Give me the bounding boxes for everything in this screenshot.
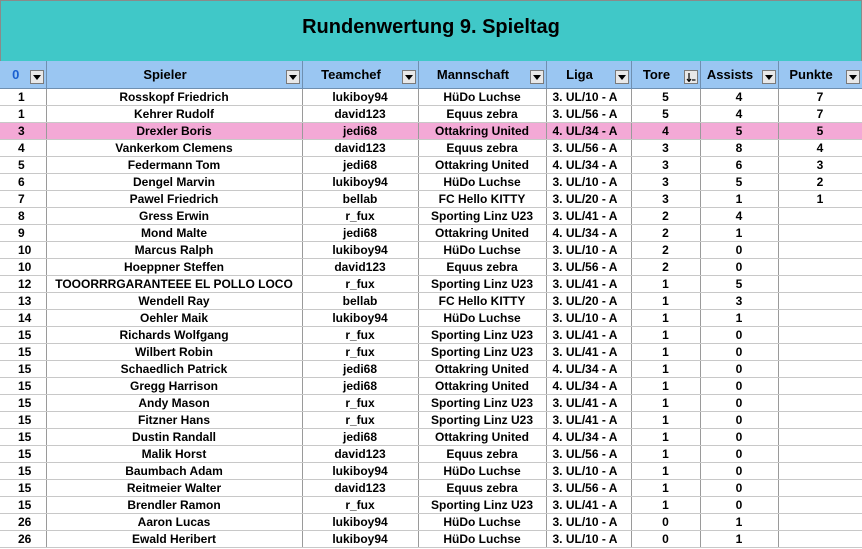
assists-cell[interactable]: 4: [700, 208, 778, 225]
goals-cell[interactable]: 1: [631, 463, 700, 480]
table-row[interactable]: [0, 446, 862, 463]
player-cell[interactable]: Ewald Heribert: [46, 531, 302, 548]
assists-cell[interactable]: 0: [700, 497, 778, 514]
rank-cell[interactable]: 26: [0, 514, 46, 531]
rank-cell[interactable]: 10: [0, 259, 46, 276]
player-cell[interactable]: Andy Mason: [46, 395, 302, 412]
points-cell[interactable]: [778, 514, 862, 531]
player-cell[interactable]: Hoeppner Steffen: [46, 259, 302, 276]
points-cell[interactable]: [778, 361, 862, 378]
points-cell[interactable]: 2: [778, 174, 862, 191]
team-cell[interactable]: Ottakring United: [418, 429, 546, 446]
rank-cell[interactable]: 15: [0, 395, 46, 412]
goals-cell[interactable]: 1: [631, 310, 700, 327]
team-cell[interactable]: Sporting Linz U23: [418, 327, 546, 344]
team-cell[interactable]: HüDo Luchse: [418, 310, 546, 327]
assists-cell[interactable]: 1: [700, 514, 778, 531]
points-cell[interactable]: 7: [778, 106, 862, 123]
league-cell[interactable]: 4. UL/34 - A: [546, 429, 631, 446]
team-cell[interactable]: Equus zebra: [418, 446, 546, 463]
rank-cell[interactable]: 15: [0, 463, 46, 480]
rank-cell[interactable]: 6: [0, 174, 46, 191]
column-header-team[interactable]: [418, 61, 546, 89]
filter-dropdown-icon[interactable]: [762, 70, 776, 84]
sort-descending-icon[interactable]: [684, 70, 698, 84]
team-cell[interactable]: Sporting Linz U23: [418, 395, 546, 412]
team-cell[interactable]: Sporting Linz U23: [418, 208, 546, 225]
league-cell[interactable]: 3. UL/10 - A: [546, 174, 631, 191]
goals-cell[interactable]: 1: [631, 293, 700, 310]
teamchef-cell[interactable]: david123: [302, 446, 418, 463]
table-row[interactable]: [0, 327, 862, 344]
teamchef-cell[interactable]: david123: [302, 140, 418, 157]
teamchef-cell[interactable]: jedi68: [302, 378, 418, 395]
team-cell[interactable]: Ottakring United: [418, 123, 546, 140]
assists-cell[interactable]: 0: [700, 446, 778, 463]
goals-cell[interactable]: 2: [631, 208, 700, 225]
team-cell[interactable]: Sporting Linz U23: [418, 497, 546, 514]
points-cell[interactable]: [778, 463, 862, 480]
teamchef-cell[interactable]: david123: [302, 259, 418, 276]
points-cell[interactable]: [778, 429, 862, 446]
table-row[interactable]: [0, 174, 862, 191]
goals-cell[interactable]: 1: [631, 412, 700, 429]
team-cell[interactable]: Equus zebra: [418, 106, 546, 123]
team-cell[interactable]: FC Hello KITTY: [418, 191, 546, 208]
table-row[interactable]: [0, 361, 862, 378]
teamchef-cell[interactable]: r_fux: [302, 497, 418, 514]
points-cell[interactable]: [778, 497, 862, 514]
player-cell[interactable]: Mond Malte: [46, 225, 302, 242]
assists-cell[interactable]: 1: [700, 531, 778, 548]
column-label: Teamchef: [321, 67, 381, 82]
league-cell[interactable]: 3. UL/10 - A: [546, 463, 631, 480]
teamchef-cell[interactable]: jedi68: [302, 157, 418, 174]
points-cell[interactable]: 1: [778, 191, 862, 208]
points-cell[interactable]: [778, 242, 862, 259]
column-header-league[interactable]: [546, 61, 631, 89]
teamchef-cell[interactable]: jedi68: [302, 123, 418, 140]
goals-cell[interactable]: 1: [631, 497, 700, 514]
team-cell[interactable]: HüDo Luchse: [418, 514, 546, 531]
player-cell[interactable]: Wilbert Robin: [46, 344, 302, 361]
league-cell[interactable]: 3. UL/10 - A: [546, 514, 631, 531]
filter-dropdown-icon[interactable]: [846, 70, 860, 84]
goals-cell[interactable]: 1: [631, 361, 700, 378]
assists-cell[interactable]: 5: [700, 174, 778, 191]
column-label: Tore: [642, 67, 671, 82]
column-header-points[interactable]: [778, 61, 862, 89]
goals-cell[interactable]: 5: [631, 106, 700, 123]
table-row[interactable]: [0, 106, 862, 123]
assists-cell[interactable]: 6: [700, 157, 778, 174]
rank-cell[interactable]: 7: [0, 191, 46, 208]
rank-cell[interactable]: 15: [0, 378, 46, 395]
points-cell[interactable]: [778, 344, 862, 361]
goals-cell[interactable]: 2: [631, 259, 700, 276]
team-cell[interactable]: FC Hello KITTY: [418, 293, 546, 310]
player-cell[interactable]: Brendler Ramon: [46, 497, 302, 514]
player-cell[interactable]: Drexler Boris: [46, 123, 302, 140]
filter-dropdown-icon[interactable]: [286, 70, 300, 84]
goals-cell[interactable]: 1: [631, 429, 700, 446]
league-cell[interactable]: 3. UL/10 - A: [546, 531, 631, 548]
teamchef-cell[interactable]: david123: [302, 480, 418, 497]
league-cell[interactable]: 3. UL/10 - A: [546, 89, 631, 106]
goals-cell[interactable]: 1: [631, 276, 700, 293]
player-cell[interactable]: Dengel Marvin: [46, 174, 302, 191]
assists-cell[interactable]: 1: [700, 191, 778, 208]
league-cell[interactable]: 3. UL/56 - A: [546, 480, 631, 497]
player-cell[interactable]: Schaedlich Patrick: [46, 361, 302, 378]
rank-cell[interactable]: 8: [0, 208, 46, 225]
teamchef-cell[interactable]: bellab: [302, 191, 418, 208]
rank-cell[interactable]: 15: [0, 429, 46, 446]
teamchef-cell[interactable]: r_fux: [302, 276, 418, 293]
league-cell[interactable]: 3. UL/20 - A: [546, 293, 631, 310]
assists-cell[interactable]: 0: [700, 412, 778, 429]
points-cell[interactable]: [778, 276, 862, 293]
league-cell[interactable]: 4. UL/34 - A: [546, 225, 631, 242]
goals-cell[interactable]: 0: [631, 531, 700, 548]
table-row[interactable]: [0, 225, 862, 242]
rank-cell[interactable]: 14: [0, 310, 46, 327]
assists-cell[interactable]: 1: [700, 310, 778, 327]
player-cell[interactable]: Baumbach Adam: [46, 463, 302, 480]
points-cell[interactable]: [778, 225, 862, 242]
assists-cell[interactable]: 0: [700, 463, 778, 480]
teamchef-cell[interactable]: r_fux: [302, 327, 418, 344]
assists-cell[interactable]: 0: [700, 480, 778, 497]
points-cell[interactable]: [778, 327, 862, 344]
filter-dropdown-icon[interactable]: [402, 70, 416, 84]
points-cell[interactable]: 7: [778, 89, 862, 106]
filter-dropdown-icon[interactable]: [615, 70, 629, 84]
goals-cell[interactable]: 1: [631, 446, 700, 463]
table-row[interactable]: [0, 157, 862, 174]
assists-cell[interactable]: 3: [700, 293, 778, 310]
league-cell[interactable]: 4. UL/34 - A: [546, 157, 631, 174]
teamchef-cell[interactable]: r_fux: [302, 395, 418, 412]
assists-cell[interactable]: 0: [700, 259, 778, 276]
teamchef-cell[interactable]: r_fux: [302, 344, 418, 361]
assists-cell[interactable]: 1: [700, 225, 778, 242]
column-label: 0: [12, 67, 20, 82]
column-label: Mannschaft: [436, 67, 510, 82]
league-cell[interactable]: 4. UL/34 - A: [546, 378, 631, 395]
column-label: Spieler: [143, 67, 187, 82]
goals-cell[interactable]: 1: [631, 378, 700, 395]
points-cell[interactable]: [778, 395, 862, 412]
rank-cell[interactable]: 15: [0, 361, 46, 378]
rank-cell[interactable]: 12: [0, 276, 46, 293]
league-cell[interactable]: 3. UL/41 - A: [546, 208, 631, 225]
table-row[interactable]: [0, 429, 862, 446]
assists-cell[interactable]: 0: [700, 344, 778, 361]
filter-dropdown-icon[interactable]: [530, 70, 544, 84]
table-row[interactable]: [0, 395, 862, 412]
player-cell[interactable]: Richards Wolfgang: [46, 327, 302, 344]
points-cell[interactable]: [778, 378, 862, 395]
player-cell[interactable]: Marcus Ralph: [46, 242, 302, 259]
league-cell[interactable]: 4. UL/34 - A: [546, 361, 631, 378]
goals-cell[interactable]: 2: [631, 225, 700, 242]
player-cell[interactable]: Kehrer Rudolf: [46, 106, 302, 123]
teamchef-cell[interactable]: bellab: [302, 293, 418, 310]
rank-cell[interactable]: 15: [0, 497, 46, 514]
team-cell[interactable]: HüDo Luchse: [418, 89, 546, 106]
column-label: Punkte: [789, 67, 833, 82]
teamchef-cell[interactable]: jedi68: [302, 225, 418, 242]
table-row[interactable]: [0, 242, 862, 259]
column-header-teamchef[interactable]: [302, 61, 418, 89]
assists-cell[interactable]: 0: [700, 327, 778, 344]
rank-cell[interactable]: 4: [0, 140, 46, 157]
player-cell[interactable]: Reitmeier Walter: [46, 480, 302, 497]
title-bar: [0, 0, 862, 62]
teamchef-cell[interactable]: lukiboy94: [302, 531, 418, 548]
assists-cell[interactable]: 0: [700, 395, 778, 412]
rank-cell[interactable]: 26: [0, 531, 46, 548]
table-row[interactable]: [0, 208, 862, 225]
column-label: Assists: [706, 67, 754, 82]
table-row[interactable]: [0, 259, 862, 276]
teamchef-cell[interactable]: lukiboy94: [302, 242, 418, 259]
teamchef-cell[interactable]: lukiboy94: [302, 174, 418, 191]
table-row[interactable]: [0, 412, 862, 429]
team-cell[interactable]: Sporting Linz U23: [418, 412, 546, 429]
player-cell[interactable]: Rosskopf Friedrich: [46, 89, 302, 106]
team-cell[interactable]: HüDo Luchse: [418, 531, 546, 548]
filter-dropdown-icon[interactable]: [30, 70, 44, 84]
assists-cell[interactable]: 0: [700, 242, 778, 259]
teamchef-cell[interactable]: lukiboy94: [302, 89, 418, 106]
page-title: Rundenwertung 9. Spieltag: [302, 16, 560, 38]
rank-cell[interactable]: 10: [0, 242, 46, 259]
column-header-player[interactable]: [46, 61, 302, 89]
teamchef-cell[interactable]: david123: [302, 106, 418, 123]
player-cell[interactable]: Fitzner Hans: [46, 412, 302, 429]
league-cell[interactable]: 3. UL/41 - A: [546, 327, 631, 344]
player-cell[interactable]: Gregg Harrison: [46, 378, 302, 395]
league-cell[interactable]: 3. UL/56 - A: [546, 106, 631, 123]
player-cell[interactable]: TOOORRRGARANTEEE EL POLLO LOCO: [46, 276, 302, 293]
team-cell[interactable]: HüDo Luchse: [418, 463, 546, 480]
player-cell[interactable]: Federmann Tom: [46, 157, 302, 174]
rank-cell[interactable]: 1: [0, 89, 46, 106]
team-cell[interactable]: Ottakring United: [418, 225, 546, 242]
team-cell[interactable]: Ottakring United: [418, 157, 546, 174]
results-table: [0, 61, 862, 548]
rank-cell[interactable]: 13: [0, 293, 46, 310]
goals-cell[interactable]: 4: [631, 123, 700, 140]
league-cell[interactable]: 3. UL/56 - A: [546, 446, 631, 463]
player-cell[interactable]: Oehler Maik: [46, 310, 302, 327]
assists-cell[interactable]: 4: [700, 89, 778, 106]
goals-cell[interactable]: 1: [631, 480, 700, 497]
league-cell[interactable]: 3. UL/41 - A: [546, 412, 631, 429]
points-cell[interactable]: 5: [778, 123, 862, 140]
table-row[interactable]: [0, 191, 862, 208]
column-header-assists[interactable]: [700, 61, 778, 89]
table-row[interactable]: [0, 140, 862, 157]
rank-cell[interactable]: 15: [0, 480, 46, 497]
points-cell[interactable]: [778, 259, 862, 276]
points-cell[interactable]: [778, 446, 862, 463]
team-cell[interactable]: Sporting Linz U23: [418, 276, 546, 293]
goals-cell[interactable]: 1: [631, 327, 700, 344]
player-cell[interactable]: Gress Erwin: [46, 208, 302, 225]
points-cell[interactable]: [778, 208, 862, 225]
points-cell[interactable]: 3: [778, 157, 862, 174]
goals-cell[interactable]: 3: [631, 191, 700, 208]
assists-cell[interactable]: 0: [700, 429, 778, 446]
rank-cell[interactable]: 9: [0, 225, 46, 242]
assists-cell[interactable]: 5: [700, 123, 778, 140]
table-row[interactable]: [0, 293, 862, 310]
team-cell[interactable]: HüDo Luchse: [418, 174, 546, 191]
goals-cell[interactable]: 3: [631, 157, 700, 174]
teamchef-cell[interactable]: r_fux: [302, 412, 418, 429]
rank-cell[interactable]: 5: [0, 157, 46, 174]
team-cell[interactable]: Equus zebra: [418, 480, 546, 497]
team-cell[interactable]: HüDo Luchse: [418, 242, 546, 259]
table-row-selected[interactable]: [0, 123, 862, 140]
points-cell[interactable]: [778, 480, 862, 497]
league-cell[interactable]: 4. UL/34 - A: [546, 123, 631, 140]
assists-cell[interactable]: 0: [700, 361, 778, 378]
rank-cell[interactable]: 1: [0, 106, 46, 123]
rank-cell[interactable]: 3: [0, 123, 46, 140]
teamchef-cell[interactable]: lukiboy94: [302, 463, 418, 480]
table-row[interactable]: [0, 497, 862, 514]
teamchef-cell[interactable]: lukiboy94: [302, 514, 418, 531]
teamchef-cell[interactable]: r_fux: [302, 208, 418, 225]
goals-cell[interactable]: 0: [631, 514, 700, 531]
league-cell[interactable]: 3. UL/10 - A: [546, 242, 631, 259]
league-cell[interactable]: 3. UL/56 - A: [546, 140, 631, 157]
column-label: Liga: [566, 67, 593, 82]
table-row[interactable]: [0, 344, 862, 361]
team-cell[interactable]: Ottakring United: [418, 378, 546, 395]
teamchef-cell[interactable]: jedi68: [302, 429, 418, 446]
league-cell[interactable]: 3. UL/41 - A: [546, 497, 631, 514]
goals-cell[interactable]: 3: [631, 174, 700, 191]
goals-cell[interactable]: 2: [631, 242, 700, 259]
points-cell[interactable]: [778, 531, 862, 548]
table-row[interactable]: [0, 378, 862, 395]
column-header-goals[interactable]: [631, 61, 700, 89]
points-cell[interactable]: [778, 412, 862, 429]
player-cell[interactable]: Wendell Ray: [46, 293, 302, 310]
points-cell[interactable]: [778, 293, 862, 310]
teamchef-cell[interactable]: lukiboy94: [302, 310, 418, 327]
points-cell[interactable]: [778, 310, 862, 327]
assists-cell[interactable]: 4: [700, 106, 778, 123]
table-row[interactable]: [0, 480, 862, 497]
team-cell[interactable]: Equus zebra: [418, 259, 546, 276]
player-cell[interactable]: Dustin Randall: [46, 429, 302, 446]
table-row[interactable]: [0, 89, 862, 106]
goals-cell[interactable]: 1: [631, 344, 700, 361]
player-cell[interactable]: Malik Horst: [46, 446, 302, 463]
league-cell[interactable]: 3. UL/41 - A: [546, 395, 631, 412]
goals-cell[interactable]: 3: [631, 140, 700, 157]
league-cell[interactable]: 3. UL/10 - A: [546, 310, 631, 327]
table-row[interactable]: [0, 531, 862, 548]
table-row[interactable]: [0, 310, 862, 327]
team-cell[interactable]: Sporting Linz U23: [418, 344, 546, 361]
player-cell[interactable]: Vankerkom Clemens: [46, 140, 302, 157]
column-header-rank[interactable]: [0, 61, 46, 89]
header-row: [0, 61, 862, 89]
league-cell[interactable]: 3. UL/56 - A: [546, 259, 631, 276]
rank-cell[interactable]: 15: [0, 446, 46, 463]
assists-cell[interactable]: 0: [700, 378, 778, 395]
table-row[interactable]: [0, 276, 862, 293]
league-cell[interactable]: 3. UL/41 - A: [546, 276, 631, 293]
goals-cell[interactable]: 5: [631, 89, 700, 106]
table-body: [0, 89, 862, 548]
rank-cell[interactable]: 15: [0, 327, 46, 344]
rank-cell[interactable]: 15: [0, 412, 46, 429]
rank-cell[interactable]: 15: [0, 344, 46, 361]
table-row[interactable]: [0, 514, 862, 531]
teamchef-cell[interactable]: jedi68: [302, 361, 418, 378]
points-cell[interactable]: 4: [778, 140, 862, 157]
team-cell[interactable]: Equus zebra: [418, 140, 546, 157]
assists-cell[interactable]: 8: [700, 140, 778, 157]
player-cell[interactable]: Aaron Lucas: [46, 514, 302, 531]
table-row[interactable]: [0, 463, 862, 480]
league-cell[interactable]: 3. UL/41 - A: [546, 344, 631, 361]
player-cell[interactable]: Pawel Friedrich: [46, 191, 302, 208]
team-cell[interactable]: Ottakring United: [418, 361, 546, 378]
league-cell[interactable]: 3. UL/20 - A: [546, 191, 631, 208]
goals-cell[interactable]: 1: [631, 395, 700, 412]
assists-cell[interactable]: 5: [700, 276, 778, 293]
